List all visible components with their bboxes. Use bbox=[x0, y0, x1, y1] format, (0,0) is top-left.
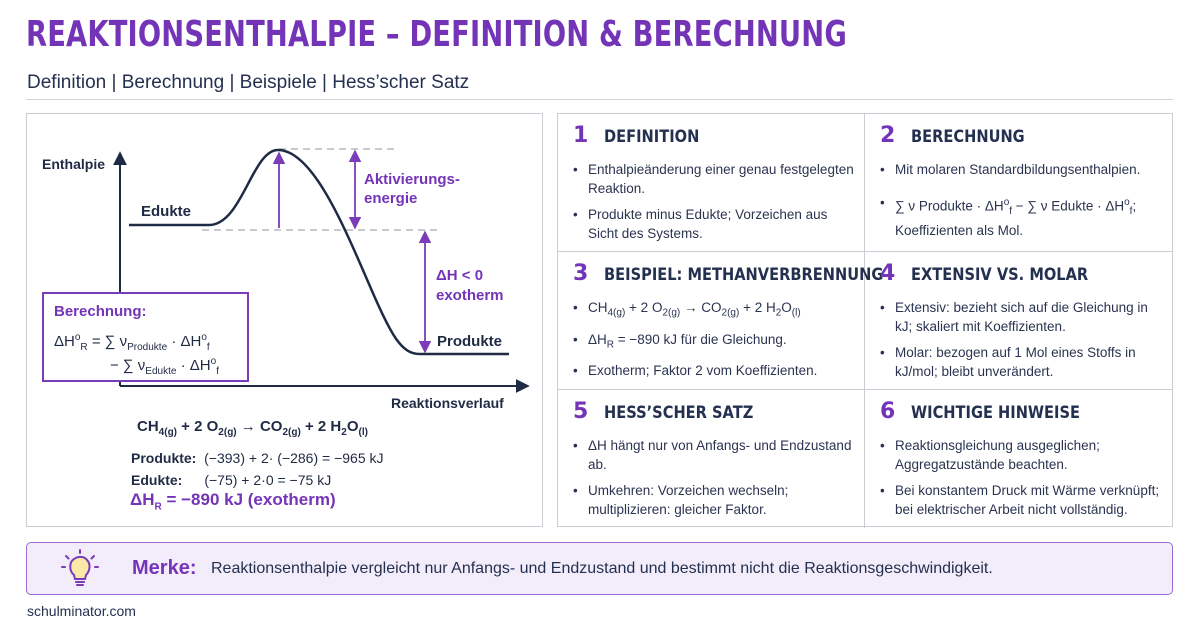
list-item: • Produkte minus Edukte; Vorzeichen aus Sicht des Systems. bbox=[588, 205, 856, 243]
list-item: • $CH_{4(g)} + 2$ $O_{2(g)} \to CO_{2(g)} + 2$ $H_2O_{(l)}$ bbox=[588, 298, 856, 323]
card-list bbox=[895, 160, 1163, 247]
y-axis-label: Enthalpie bbox=[42, 156, 106, 172]
card-list bbox=[588, 436, 856, 526]
list-item: • $\Delta H_R = -890$ kJ für die Gleichung. bbox=[588, 330, 856, 355]
energy-diagram-panel bbox=[26, 113, 543, 527]
list-item: • Extensiv: bezieht sich auf die Gleichung in kJ; skaliert mit Koeffizienten. bbox=[895, 298, 1163, 336]
card-list bbox=[895, 436, 1163, 526]
card-number: 2 bbox=[880, 123, 896, 148]
methane-combustion-equation: $CH_{4(g)} + 2$ $O_{2(g)} \to CO_{2(g)} + 2$ $H_2O_{(l)}$ bbox=[137, 418, 368, 438]
merke-text: Reaktionsenthalpie vergleicht nur Anfangs- und Endzustand und bestimmt nicht die Reaktionsgeschwindigkeit. bbox=[211, 560, 993, 577]
list-item: • ΔH hängt nur von Anfangs- und Endzustand ab. bbox=[588, 436, 856, 474]
list-item: • Umkehren: Vorzeichen wechseln; multiplizieren: gleicher Faktor. bbox=[588, 481, 856, 519]
calc-formula-line-1: $\Delta H^o_R$ = ∑ $\nu_{Produkte} \cdot \Delta H^o_f$ bbox=[54, 332, 210, 353]
card-extensive-molar bbox=[865, 252, 1172, 390]
merke-callout bbox=[26, 542, 1173, 595]
lightbulb-icon bbox=[60, 549, 100, 591]
list-item: • Mit molaren Standardbildungsenthalpien. bbox=[895, 160, 1163, 179]
header-divider bbox=[26, 99, 1173, 100]
card-heading: EXTENSIV VS. MOLAR bbox=[911, 265, 1089, 285]
card-calculation bbox=[865, 114, 1172, 252]
card-number: 5 bbox=[573, 399, 589, 424]
card-definition bbox=[558, 114, 865, 252]
list-item: • Reaktionsgleichung ausgeglichen; Aggregatzustände beachten. bbox=[895, 436, 1163, 474]
page-subtitle: Definition | Berechnung | Beispiele | Hess’scher Satz bbox=[27, 72, 470, 93]
card-heading: BEISPIEL: METHANVERBRENNUNG bbox=[604, 265, 884, 285]
info-cards-grid bbox=[557, 113, 1173, 527]
list-item: • Exotherm; Faktor 2 vom Koeffizienten. bbox=[588, 361, 856, 380]
activation-energy-label-2: energie bbox=[364, 190, 418, 207]
list-item: • Enthalpieänderung einer genau festgelegten Reaktion. bbox=[588, 160, 856, 198]
delta-h-label-1: ΔH < 0 bbox=[436, 267, 484, 284]
calc-formula-line-2: − ∑ $\nu_{Edukte} \cdot \Delta H^o_f$ bbox=[110, 356, 219, 377]
calc-box-heading: Berechnung: bbox=[54, 303, 147, 320]
card-number: 6 bbox=[880, 399, 896, 424]
card-heading: BERECHNUNG bbox=[911, 127, 1025, 147]
card-list bbox=[895, 298, 1163, 388]
list-item: • Molar: bezogen auf 1 Mol eines Stoffs in kJ/mol; bleibt unverändert. bbox=[895, 343, 1163, 381]
reactants-calculation: Edukte: (−75) + 2·0 = −75 kJ bbox=[131, 472, 332, 488]
products-calculation: Produkte: (−393) + 2· (−286) = −965 kJ bbox=[131, 450, 384, 466]
calculation-formula-box bbox=[42, 292, 249, 382]
products-label: Produkte bbox=[437, 333, 503, 350]
merke-label: Merke: bbox=[132, 557, 197, 579]
card-methane-example bbox=[558, 252, 884, 390]
footer-site: schulminator.com bbox=[27, 603, 136, 619]
x-axis-label: Reaktionsverlauf bbox=[391, 395, 504, 411]
enthalpy-result: $\Delta H_R = -890$ kJ (exotherm) bbox=[130, 490, 336, 513]
card-important-notes bbox=[865, 390, 1172, 528]
list-item: • Bei konstantem Druck mit Wärme verknüpft; bei elektrischer Arbeit nicht vollständig. bbox=[895, 481, 1163, 519]
page-title: REAKTIONSENTHALPIE – DEFINITION & BERECHNUNG bbox=[26, 14, 847, 55]
list-item: • ∑ ν Produkte · $\Delta H^o_f$ − ∑ ν Edukte · $\Delta H^o_f$; Koeffizienten als Mol. bbox=[895, 193, 1163, 240]
activation-energy-label-1: Aktivierungs- bbox=[364, 171, 460, 188]
card-list bbox=[588, 160, 856, 250]
card-number: 1 bbox=[573, 123, 589, 148]
reactants-label: Edukte bbox=[141, 203, 192, 220]
card-heading: WICHTIGE HINWEISE bbox=[911, 403, 1081, 423]
card-heading: HESS’SCHER SATZ bbox=[604, 403, 754, 423]
card-number: 3 bbox=[573, 261, 589, 286]
card-heading: DEFINITION bbox=[604, 127, 700, 147]
card-hess-law bbox=[558, 390, 865, 528]
card-number: 4 bbox=[880, 261, 896, 286]
card-list bbox=[588, 298, 856, 387]
delta-h-label-2: exotherm bbox=[436, 287, 504, 304]
